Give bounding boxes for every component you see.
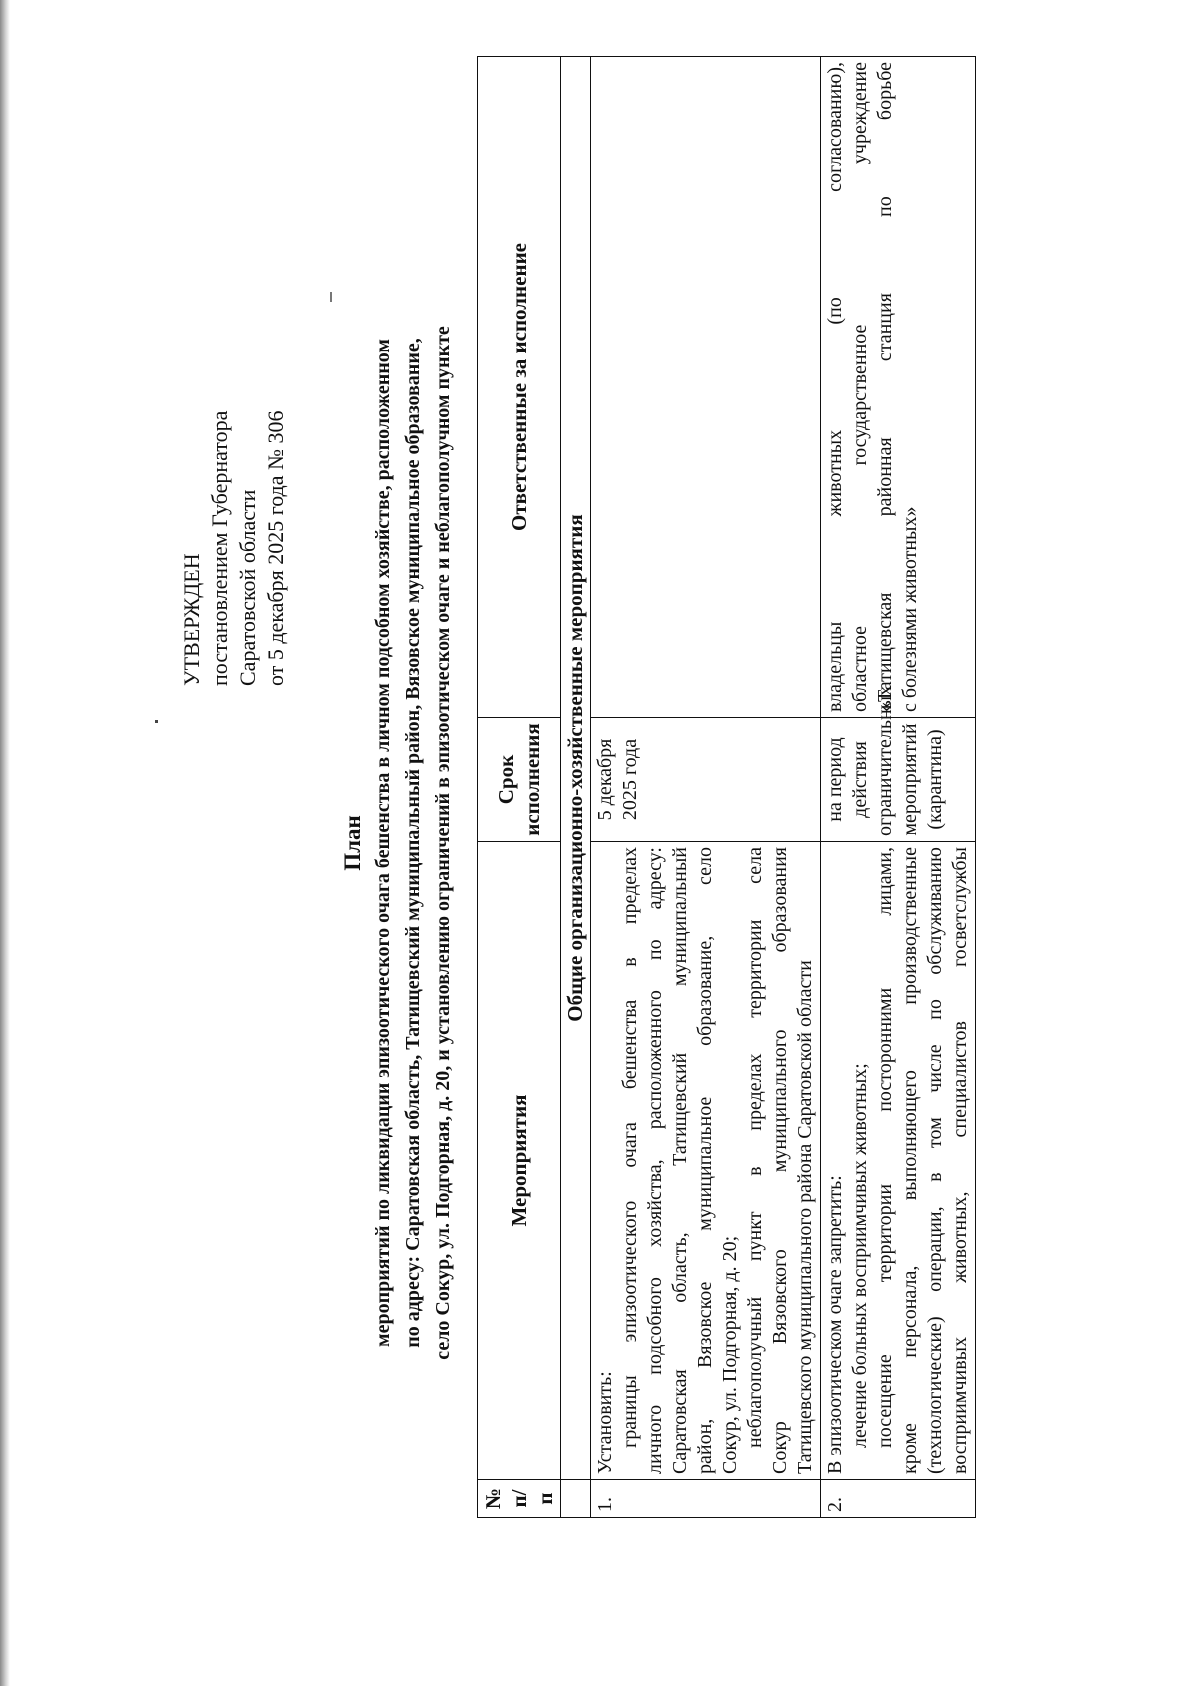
activity-line: восприимчивых животных, специалистов госветслужбы <box>949 847 971 1474</box>
activity-line: лечение больных восприимчивых животных; <box>849 1063 871 1448</box>
activity-line: неблагополучный пункт в пределах территории села <box>744 847 766 1448</box>
table-row <box>821 57 976 1518</box>
responsible-line: «Татищевская районная станция по борьбе <box>874 62 896 712</box>
row-activity <box>591 842 821 1480</box>
subtitle-line: мероприятий по ликвидации эпизоотического очага бешенства в личном подсобном хозяйстве, расположенном <box>372 338 394 1348</box>
deadline-line: 2025 года <box>619 738 641 821</box>
activity-line: В эпизоотическом очаге запретить: <box>824 1175 846 1474</box>
document-title: План <box>340 815 365 871</box>
header-responsible: Ответственные за исполнение <box>478 57 561 718</box>
scan-speck <box>155 720 158 723</box>
section-empty-cell <box>561 1480 591 1518</box>
approval-line: постановлением Губернатора <box>207 410 232 686</box>
activity-line: Установить: <box>594 1371 616 1474</box>
header-activity: Мероприятия <box>478 842 561 1480</box>
subtitle-line: село Сокур, ул. Подгорная, д. 20, и установлению ограничений в эпизоотическом очаге и неблагополучном пункте <box>432 326 454 1360</box>
header-deadline: Срок исполнения <box>478 718 561 842</box>
row-responsible <box>591 57 821 718</box>
approval-line: от 5 декабря 2025 года № 306 <box>263 410 288 686</box>
activity-line: (технологические) операции, в том числе по обслуживанию <box>924 847 946 1474</box>
activity-line: Саратовская область, Татищевский муниципальный <box>669 847 691 1474</box>
header-num: № п/п <box>478 1480 561 1518</box>
section-title: Общие организационно-хозяйственные мероприятия <box>561 57 591 1480</box>
activity-line: Татищевского муниципального района Саратовской области <box>794 960 816 1474</box>
deadline-line: (карантина) <box>924 729 946 830</box>
deadline-line: на период <box>824 737 846 822</box>
row-responsible <box>821 57 976 718</box>
document-subtitle <box>368 0 458 1686</box>
row-deadline <box>591 718 821 842</box>
deadline-line: мероприятий <box>899 723 921 836</box>
deadline-line: действия <box>849 741 871 818</box>
row-activity <box>821 842 976 1480</box>
scan-speck <box>330 292 332 302</box>
approval-line: Саратовской области <box>235 489 260 686</box>
responsible-line: областное государственное учреждение <box>849 62 871 712</box>
responsible-line: владельцы животных (по согласованию), <box>824 62 846 712</box>
plan-table <box>477 56 976 1518</box>
subtitle-line: по адресу: Саратовская область, Татищевский муниципальный район, Вязовское муниципальное образование, <box>402 338 424 1348</box>
activity-line: кроме персонала, выполняющего производственные <box>899 847 921 1474</box>
approval-stamp-block <box>178 126 290 686</box>
activity-line: границы эпизоотического очага бешенства в пределах <box>619 847 641 1448</box>
responsible-line: с болезнями животных» <box>899 506 921 712</box>
deadline-line: ограничительных <box>874 685 896 836</box>
table-row <box>591 57 821 1518</box>
activity-line: Сокур Вязовского муниципального образования <box>769 847 791 1474</box>
activity-line: посещение территории посторонними лицами, <box>874 847 896 1448</box>
section-row <box>561 57 591 1518</box>
activity-line: Сокур, ул. Подгорная, д. 20; <box>719 1235 741 1474</box>
row-deadline <box>821 685 976 842</box>
table-header-row <box>478 57 561 1518</box>
row-number: 2. <box>821 1480 976 1518</box>
approval-heading: УТВЕРЖДЕН <box>179 553 204 686</box>
row-number: 1. <box>591 1480 821 1518</box>
activity-line: район, Вязовское муниципальное образование, село <box>694 847 716 1474</box>
activity-line: личного подсобного хозяйства, расположенного по адресу: <box>644 847 666 1474</box>
deadline-line: 5 декабря <box>594 738 616 821</box>
